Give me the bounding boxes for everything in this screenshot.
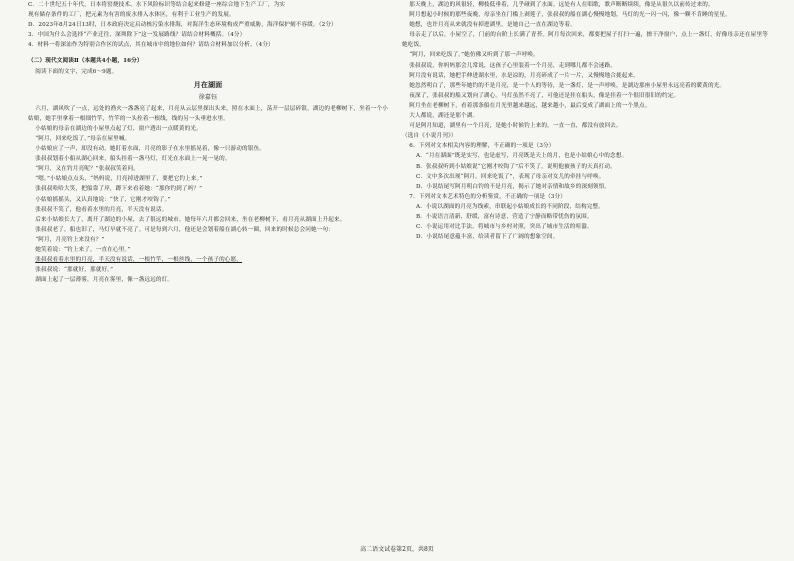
story-author: 徐嘉钰 bbox=[198, 93, 218, 101]
story-paragraph: 她忽然明白了，那些年她钓的不是月亮，是一个人的等待，是一盏灯，是一声呼唤，是湖边那座小屋里永远亮着的暖黄的光。 bbox=[409, 82, 726, 89]
story-paragraph: 她笑着说：“钓上来了，一直在心里。” bbox=[35, 246, 131, 253]
story-paragraph: 她想，也许月亮从来就没有掉进湖里，是她自己一直在湖边等着。 bbox=[409, 22, 576, 29]
story-paragraph: “阿月，回来吃饭了。”母亲在屋里喊。 bbox=[35, 135, 131, 142]
q6-option-a: A．“月在湖面”既是实写，也是虚写，月亮既是天上的月，也是小姑娘心中的念想。 bbox=[416, 153, 628, 160]
story-paragraph: “阿月，月亮钓上来没有？” bbox=[35, 236, 105, 243]
underline-segment: 张叔叔看着水里的月亮，半天没有说话，一根竹竿，一根丝线，一个孩子的心愿。 bbox=[35, 257, 243, 264]
story-paragraph: 小姑娘摇摇头，又认真地说：“快了，它刚才咬钩了。” bbox=[35, 196, 171, 203]
story-paragraph: 小姑娘的母亲在湖边的小屋里点起了灯，窗户透出一点暖黄的光。 bbox=[35, 125, 202, 132]
story-paragraph: 那天晚上，湖边的风很轻，柳枝低垂着，几乎碰到了水面。远处有人在唱歌，歌声断断续续，像是从很久以前传过来的。 bbox=[409, 2, 714, 8]
question-3: 3．中国为什么会选择“产业迁往，深圳除下”这一发展路线？请结合材料概括。（4分） bbox=[28, 32, 246, 39]
story-paragraph: “嗯。”小姑娘点点头，“妈妈说，月亮掉进湖里了，要把它钓上来。” bbox=[35, 176, 203, 183]
question-7: 7．下列对文本艺术特色的分析鉴赏，不正确的一项是（3分） bbox=[409, 193, 567, 200]
story-paragraph: 湖面上起了一层薄雾，月亮在雾里，像一盏远远的灯。 bbox=[35, 277, 174, 284]
story-paragraph: 夜深了，张叔叔的船又划向了湖心。马灯虽然不亮了，可他还是挂在船头，像是挂着一个很旧很旧的约定。 bbox=[409, 92, 680, 99]
story-paragraph: 后来小姑娘长大了，离开了湖边的小屋，去了很远的城市。她每年六月都会回来，坐在老柳树下，看月亮从湖面上升起来。 bbox=[35, 216, 346, 223]
q7-option-b: B．小说语言清新、舒缓，富有诗意，营造了宁静而略带忧伤的氛围。 bbox=[416, 213, 593, 220]
page-footer: 高二语文试卷第2页，共8页 bbox=[360, 546, 434, 553]
right-column bbox=[402, 0, 768, 539]
story-paragraph: “阿月，回来吃饭了。”她仿佛又听到了那一声呼唤。 bbox=[409, 52, 539, 59]
story-paragraph: 阿月坐在老柳树下，看着那条船在月光里越来越远，越来越小，最后变成了湖面上的一个黑点。 bbox=[409, 102, 651, 109]
text-line: D．2023年8月24日13时，日本政府决定启动核污染水排海，对海洋生态环境构成严重威胁，海洋保护刻不容缓。（2分） bbox=[28, 22, 337, 29]
text-line: 现有储存条件的工厂，把元素为有害的废水排入水体区，有利于工业生产的发展。 bbox=[28, 12, 235, 19]
q7-option-a: A．小说以湖面的月亮为线索，串联起小姑娘成长的不同阶段，结构完整。 bbox=[416, 203, 604, 210]
q7-option-d: D．小说结尾意蕴丰富，给读者留下了广阔的想象空间。 bbox=[416, 234, 559, 241]
story-paragraph: 可是阿月知道，湖里有一个月亮，是她小时候钓上来的，一直一直，都没有放回去。 bbox=[409, 123, 622, 130]
story-title: 月在湖面 bbox=[193, 79, 223, 89]
story-paragraph: 阿月想起小时候的那些夜晚，母亲坐在门槛上剥莲子，张叔叔的船在湖心慢慢地划，马灯的光一闪一闪，像一颗不肯睡的星星。 bbox=[409, 12, 731, 19]
section-heading: （二）现代文阅读Ⅱ（本题共4小题，16分） bbox=[28, 58, 143, 65]
story-paragraph: 张叔叔不笑了，他看着水里的月亮，半天没有说话。 bbox=[35, 206, 168, 213]
q6-option-d: D．小说结尾写阿月明白钓的不是月亮，揭示了她对亲情和故乡的深刻领悟。 bbox=[416, 183, 611, 190]
story-paragraph: 阿月没有说话，她把手伸进湖水里，水是凉的，月亮碎成了一片一片，又慢慢地合拢起来。 bbox=[409, 72, 640, 79]
story-paragraph: 小姑娘应了一声，却没有动。她盯着水面，月亮的影子在水里摇晃着，像一只游动的银鱼。 bbox=[35, 146, 266, 153]
story-paragraph: 张叔叔说，你妈妈那会儿常说，这孩子心里装着一个月亮，走到哪儿都不会迷路。 bbox=[409, 62, 617, 69]
q6-option-b: B．张叔叔听到小姑娘说“它刚才咬钩了”后不笑了，说明他被孩子的天真打动。 bbox=[416, 163, 616, 170]
underlined-passage bbox=[28, 255, 388, 265]
story-paragraph: “阿月，又在钓月亮呢？”张叔叔笑着问。 bbox=[35, 166, 139, 173]
q7-option-c: C．小说运用对比手法，将城市与乡村对照，突出了城市生活的喧嚣。 bbox=[416, 224, 593, 231]
story-paragraph: 张叔叔哈哈大笑，把船靠了岸，蹲下来看着她：“那你钓到了吗？” bbox=[35, 186, 203, 193]
story-paragraph: 张叔叔划着小船从湖心回来，船头挂着一盏马灯，灯光在水面上一晃一晃的。 bbox=[35, 156, 231, 163]
left-column bbox=[28, 0, 388, 539]
story-paragraph: 母亲走了以后，小屋空了，门前的台阶上长满了青苔。阿月每次回来，都要把屋子打扫一遍，擦干净窗户，点上一盏灯，好像母亲还在屋里等她吃饭。 bbox=[402, 32, 768, 49]
question-4: 4．材料一将深汕作为特别合作区的试点，其在城市中的地位如何？请结合材料加以分析。（4分） bbox=[28, 42, 274, 49]
q6-option-c: C．文中多次出现“阿月，回来吃饭了”，表现了母亲对女儿的牵挂与呼唤。 bbox=[416, 173, 605, 180]
story-paragraph: 张叔叔老了，船也旧了，马灯早就不亮了。可是每到六月，他还是会划着船在湖心转一圈，回来的时候总会问她一句： bbox=[35, 226, 334, 233]
story-paragraph: 张叔叔说：“那就好，那就好。” bbox=[35, 267, 114, 274]
instruction: 阅读下面的文字，完成6～9题。 bbox=[35, 68, 118, 75]
story-source: （选自《小说月刊》） bbox=[402, 133, 457, 140]
story-paragraph: 六月，湖风吹了一点，远处的渔火一盏盏亮了起来，月亮从云层里探出头来，照在水面上，荡开一层层碎银。湖边的老柳树下，坐着一个小姑娘，她手里拿着一根细竹竿，竹竿的一头拴着一根线，线的另一头垂进水里。 bbox=[28, 105, 388, 122]
text-line: C．二十世纪五十年代，日本将窑烧技术、水下风险标识等结合起来修建一座综合地下生产工厂，为实 bbox=[28, 2, 286, 8]
story-paragraph: 大人都说，湖还是那个湖。 bbox=[409, 113, 479, 120]
question-6: 6．下列对文本相关内容的理解，不正确的一项是（3分） bbox=[409, 143, 555, 150]
